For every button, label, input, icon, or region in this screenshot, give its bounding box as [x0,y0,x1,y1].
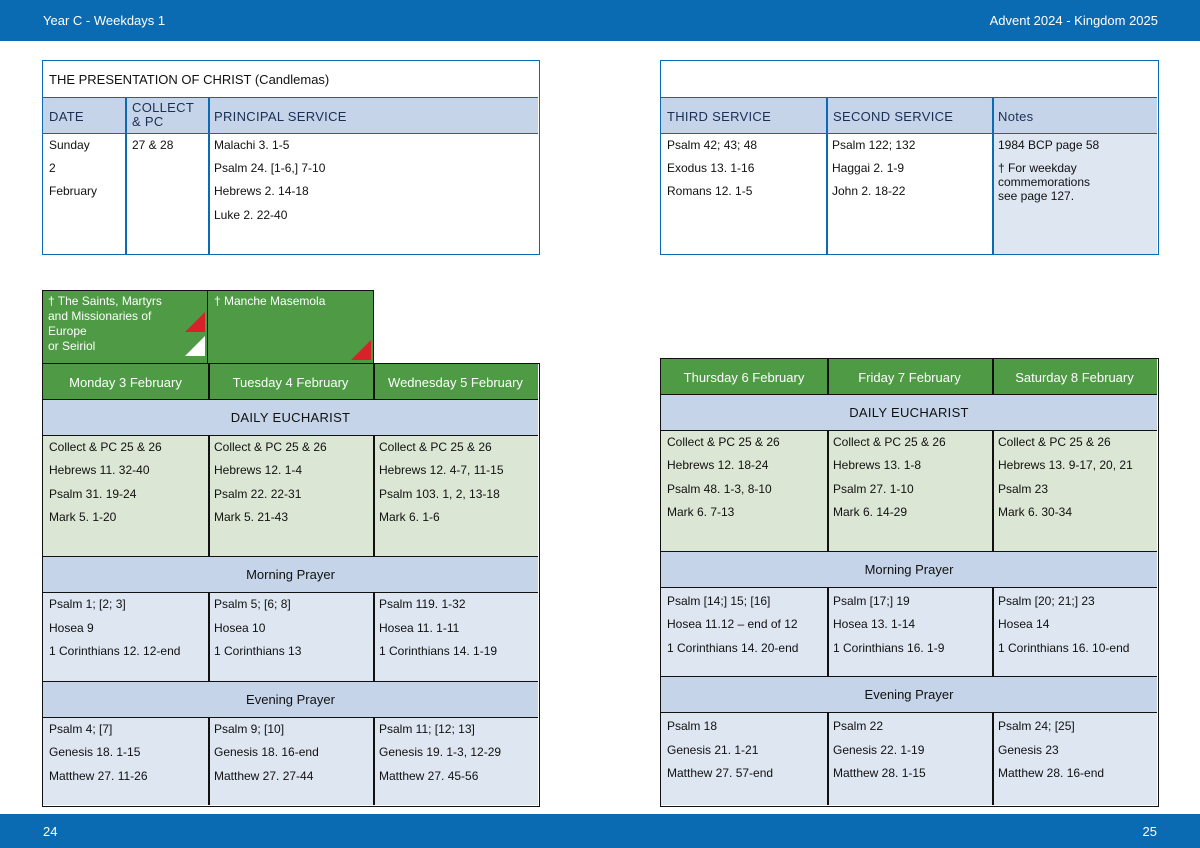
morning-reading: 1 Corinthians 16. 1-9 [833,641,945,655]
presentation-table-right [660,60,1159,255]
eucharist-reading: Hebrews 13. 1-8 [833,458,922,472]
section-evening: Evening Prayer [43,682,538,718]
day-header: Saturday 8 February [1015,369,1134,385]
presentation-header-row [43,98,538,134]
principal-reading: Psalm 24. [1-6,] 7-10 [214,161,326,175]
eucharist-reading: Mark 6. 30-34 [998,505,1073,519]
evening-reading: Matthew 27. 57-end [667,766,774,780]
morning-reading: Psalm 5; [6; 8] [214,597,291,611]
page-footer [0,814,1200,848]
day-header: Wednesday 5 February [388,374,523,390]
red-corner-icon [185,312,205,332]
eucharist-reading: Psalm 22. 22-31 [214,487,302,501]
evening-reading: Genesis 22. 1-19 [833,743,925,757]
date-line: 2 [49,161,56,175]
day-header: Monday 3 February [69,374,182,390]
presentation-table-left [42,60,540,255]
eucharist-reading: Collect & PC 25 & 26 [667,435,780,449]
section-morning: Morning Prayer [661,552,1157,588]
red-corner-icon [351,340,371,360]
weekday-table-left [42,363,540,807]
presentation-right-header-row [661,98,1157,134]
commemoration-monday: † The Saints, Martyrs and Missionaries of Europe or Seiriol [42,290,208,364]
page-number-right: 25 [1142,824,1157,839]
evening-reading: Psalm 4; [7] [49,722,113,736]
date-line: February [49,184,98,198]
morning-reading: Psalm 1; [2; 3] [49,597,126,611]
eucharist-reading: Collect & PC 25 & 26 [49,440,162,454]
evening-reading: Genesis 23 [998,743,1059,757]
eucharist-reading: Hebrews 12. 4-7, 11-15 [379,463,504,477]
weekday-table-right [660,358,1159,807]
eucharist-reading: Hebrews 12. 1-4 [214,463,303,477]
day-header: Friday 7 February [858,369,961,385]
morning-reading: 1 Corinthians 14. 20-end [667,641,799,655]
note-line: commemorations [998,175,1091,189]
eucharist-reading: Hebrews 12. 18-24 [667,458,769,472]
eucharist-reading: Collect & PC 25 & 26 [379,440,492,454]
evening-reading: Matthew 27. 45-56 [379,769,479,783]
col-principal: PRINCIPAL SERVICE [214,109,347,124]
evening-reading: Psalm 22 [833,719,884,733]
collect-value: 27 & 28 [132,138,174,152]
evening-reading: Matthew 27. 27-44 [214,769,314,783]
col-date: DATE [49,109,84,124]
eucharist-reading: Psalm 103. 1, 2, 13-18 [379,487,500,501]
col-notes: Notes [998,109,1034,124]
morning-reading: 1 Corinthians 13 [214,644,302,658]
morning-reading: Hosea 10 [214,621,266,635]
note-line: see page 127. [998,189,1075,203]
page-header [0,0,1200,41]
morning-reading: 1 Corinthians 16. 10-end [998,641,1130,655]
principal-reading: Hebrews 2. 14-18 [214,184,309,198]
eucharist-reading: Mark 6. 14-29 [833,505,908,519]
eucharist-reading: Psalm 27. 1-10 [833,482,914,496]
evening-reading: Genesis 18. 1-15 [49,745,141,759]
page-number-left: 24 [43,824,58,839]
morning-reading: Hosea 11.12 – end of 12 [667,617,798,631]
evening-reading: Psalm 9; [10] [214,722,285,736]
day-header: Thursday 6 February [683,369,805,385]
commemoration-tuesday: † Manche Masemola [207,290,374,364]
morning-reading: 1 Corinthians 12. 12-end [49,644,181,658]
eucharist-reading: Mark 5. 21-43 [214,510,289,524]
eucharist-reading: Mark 6. 7-13 [667,505,735,519]
evening-reading: Psalm 18 [667,719,718,733]
date-line: Sunday [49,138,90,152]
section-morning: Morning Prayer [43,557,538,593]
section-evening: Evening Prayer [661,677,1157,713]
eucharist-reading: Psalm 23 [998,482,1049,496]
header-right: Advent 2024 - Kingdom 2025 [989,13,1158,28]
morning-reading: Hosea 9 [49,621,94,635]
eucharist-reading: Hebrews 11. 32-40 [49,463,150,477]
note-line: 1984 BCP page 58 [998,138,1100,152]
principal-reading: Malachi 3. 1-5 [214,138,290,152]
eucharist-reading: Hebrews 13. 9-17, 20, 21 [998,458,1133,472]
morning-reading: Hosea 11. 1-11 [379,621,460,635]
eucharist-reading: Collect & PC 25 & 26 [998,435,1111,449]
evening-reading: Genesis 21. 1-21 [667,743,759,757]
eucharist-reading: Psalm 48. 1-3, 8-10 [667,482,772,496]
third-reading: Exodus 13. 1-16 [667,161,755,175]
morning-reading: Psalm [17;] 19 [833,594,910,608]
third-reading: Psalm 42; 43; 48 [667,138,758,152]
section-eucharist: DAILY EUCHARIST [43,400,538,436]
morning-reading: Hosea 14 [998,617,1050,631]
section-eucharist: DAILY EUCHARIST [661,395,1157,431]
eucharist-reading: Mark 5. 1-20 [49,510,117,524]
second-reading: John 2. 18-22 [832,184,906,198]
morning-reading: Psalm [20; 21;] 23 [998,594,1095,608]
evening-reading: Psalm 11; [12; 13] [379,722,475,736]
second-reading: Psalm 122; 132 [832,138,916,152]
morning-reading: 1 Corinthians 14. 1-19 [379,644,498,658]
col-collect-l2: & PC [132,114,164,129]
presentation-title: THE PRESENTATION OF CHRIST (Candlemas) [49,72,330,87]
day-header: Tuesday 4 February [232,374,349,390]
col-third: THIRD SERVICE [667,109,772,124]
evening-reading: Genesis 19. 1-3, 12-29 [379,745,502,759]
third-reading: Romans 12. 1-5 [667,184,753,198]
note-line: † For weekday [998,161,1077,175]
eucharist-reading: Mark 6. 1-6 [379,510,440,524]
eucharist-reading: Collect & PC 25 & 26 [214,440,327,454]
morning-reading: Hosea 13. 1-14 [833,617,916,631]
header-left: Year C - Weekdays 1 [43,13,166,28]
evening-reading: Matthew 28. 16-end [998,766,1105,780]
evening-reading: Genesis 18. 16-end [214,745,319,759]
evening-reading: Matthew 27. 11-26 [49,769,148,783]
white-corner-icon [185,336,205,356]
evening-reading: Matthew 28. 1-15 [833,766,926,780]
morning-reading: Psalm 119. 1-32 [379,597,466,611]
col-collect-l1: COLLECT [132,100,195,115]
evening-reading: Psalm 24; [25] [998,719,1075,733]
morning-reading: Psalm [14;] 15; [16] [667,594,771,608]
eucharist-reading: Psalm 31. 19-24 [49,487,137,501]
col-second: SECOND SERVICE [833,109,954,124]
second-reading: Haggai 2. 1-9 [832,161,905,175]
eucharist-reading: Collect & PC 25 & 26 [833,435,946,449]
principal-reading: Luke 2. 22-40 [214,208,288,222]
